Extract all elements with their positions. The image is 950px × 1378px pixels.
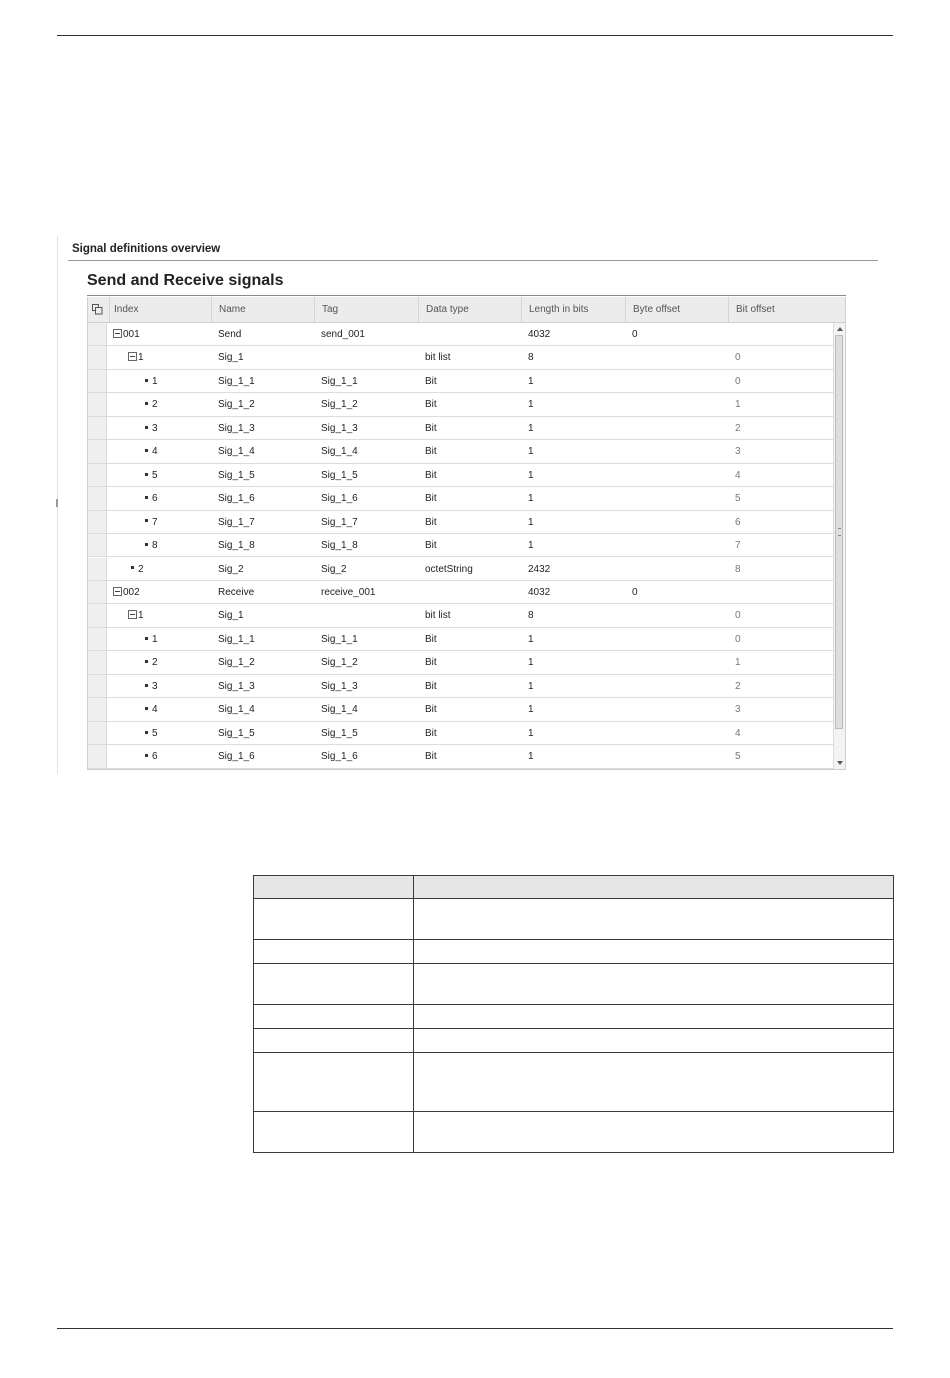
table-cell xyxy=(254,1053,414,1112)
table-row[interactable] xyxy=(88,534,833,557)
bit-offset-cell: 5 xyxy=(735,493,741,505)
name-cell: Sig_1_8 xyxy=(218,540,255,552)
table-cell xyxy=(254,964,414,1005)
data-type-cell: Bit xyxy=(425,680,437,692)
index-label: 3 xyxy=(152,680,158,692)
index-label: 002 xyxy=(123,586,140,598)
page-top-rule xyxy=(57,35,893,36)
tag-cell: Sig_1_6 xyxy=(321,751,358,763)
bullet-icon xyxy=(145,379,148,382)
copy-column-header[interactable] xyxy=(88,297,109,322)
table-cell xyxy=(254,940,414,964)
table-header-cell xyxy=(414,876,894,899)
index-cell xyxy=(145,487,158,510)
index-label: 1 xyxy=(138,352,144,364)
panel-edge-marker xyxy=(56,499,58,507)
table-row[interactable] xyxy=(88,722,833,745)
tag-cell: Sig_1_2 xyxy=(321,657,358,669)
column-header-length[interactable]: Length in bits xyxy=(521,297,625,322)
name-cell: Sig_1_5 xyxy=(218,469,255,481)
vertical-scrollbar[interactable] xyxy=(833,323,845,769)
bit-offset-cell: 5 xyxy=(735,751,741,763)
tag-cell: Sig_1_5 xyxy=(321,469,358,481)
row-selector[interactable] xyxy=(88,440,107,462)
index-cell xyxy=(113,581,140,604)
tag-cell: Sig_2 xyxy=(321,563,347,575)
tag-cell: send_001 xyxy=(321,329,365,340)
table-row[interactable] xyxy=(88,440,833,463)
row-selector[interactable] xyxy=(88,487,107,509)
tag-cell: Sig_1_1 xyxy=(321,633,358,645)
index-label: 001 xyxy=(123,329,140,340)
tag-cell: Sig_1_4 xyxy=(321,704,358,716)
copy-icon[interactable] xyxy=(92,304,103,315)
table-row[interactable] xyxy=(88,628,833,651)
row-selector[interactable] xyxy=(88,370,107,392)
data-type-cell: bit list xyxy=(425,352,451,364)
name-cell: Sig_1_6 xyxy=(218,751,255,763)
length-cell: 4032 xyxy=(528,329,551,340)
bullet-icon xyxy=(145,660,148,663)
row-selector[interactable] xyxy=(88,558,107,580)
bullet-icon xyxy=(145,707,148,710)
column-header-tag[interactable]: Tag xyxy=(314,297,418,322)
index-label: 2 xyxy=(152,657,158,669)
grid-body xyxy=(88,323,833,769)
column-header-byte-offset[interactable]: Byte offset xyxy=(625,297,728,322)
bit-offset-cell: 4 xyxy=(735,727,741,739)
bit-offset-cell: 0 xyxy=(735,610,741,622)
index-cell xyxy=(145,534,158,557)
index-cell xyxy=(145,464,158,487)
table-cell xyxy=(414,964,894,1005)
name-cell: Sig_1_7 xyxy=(218,516,255,528)
table-row[interactable] xyxy=(88,745,833,768)
name-cell: Sig_1_4 xyxy=(218,704,255,716)
data-type-cell: Bit xyxy=(425,446,437,458)
index-label: 8 xyxy=(152,540,158,552)
index-cell xyxy=(145,651,158,674)
table-row[interactable] xyxy=(88,604,833,627)
table-cell xyxy=(254,899,414,940)
table-cell xyxy=(254,1029,414,1053)
length-cell: 1 xyxy=(528,469,534,481)
index-cell xyxy=(145,745,158,768)
length-cell: 4032 xyxy=(528,586,551,598)
table-row xyxy=(254,1112,894,1153)
tag-cell: Sig_1_3 xyxy=(321,422,358,434)
table-header-cell xyxy=(254,876,414,899)
length-cell: 8 xyxy=(528,352,534,364)
index-label: 4 xyxy=(152,704,158,716)
bullet-icon xyxy=(145,496,148,499)
table-row[interactable] xyxy=(88,417,833,440)
empty-table xyxy=(253,875,894,1153)
row-selector[interactable] xyxy=(88,581,107,603)
data-type-cell: octetString xyxy=(425,563,473,575)
table-row[interactable] xyxy=(88,393,833,416)
data-type-cell: Bit xyxy=(425,751,437,763)
grid-header xyxy=(88,297,845,323)
column-header-data-type[interactable]: Data type xyxy=(418,297,521,322)
bit-offset-cell: 2 xyxy=(735,680,741,692)
index-label: 3 xyxy=(152,422,158,434)
table-row[interactable] xyxy=(88,464,833,487)
index-cell xyxy=(145,675,158,698)
data-type-cell: Bit xyxy=(425,422,437,434)
bullet-icon xyxy=(145,449,148,452)
row-selector[interactable] xyxy=(88,534,107,556)
length-cell: 1 xyxy=(528,704,534,716)
index-label: 7 xyxy=(152,516,158,528)
grip-icon xyxy=(838,528,841,536)
scroll-down-arrow-icon[interactable] xyxy=(837,761,843,765)
name-cell: Sig_1_4 xyxy=(218,446,255,458)
tag-cell: Sig_1_7 xyxy=(321,516,358,528)
section-header: Signal definitions overview xyxy=(72,243,221,255)
index-cell xyxy=(131,558,144,581)
bullet-icon xyxy=(145,426,148,429)
name-cell: Sig_1 xyxy=(218,352,244,364)
table-row[interactable] xyxy=(88,346,833,369)
name-cell: Sig_1_2 xyxy=(218,399,255,411)
name-cell: Receive xyxy=(218,586,255,598)
data-type-cell: Bit xyxy=(425,727,437,739)
name-cell: Send xyxy=(218,329,242,340)
index-label: 1 xyxy=(152,633,158,645)
data-type-cell: Bit xyxy=(425,469,437,481)
name-cell: Sig_2 xyxy=(218,563,244,575)
index-cell xyxy=(145,628,158,651)
data-type-cell: Bit xyxy=(425,540,437,552)
data-type-cell: Bit xyxy=(425,399,437,411)
length-cell: 1 xyxy=(528,399,534,411)
table-cell xyxy=(414,940,894,964)
bit-offset-cell: 1 xyxy=(735,657,741,669)
row-selector[interactable] xyxy=(88,464,107,486)
table-row xyxy=(254,940,894,964)
column-header-name[interactable]: Name xyxy=(211,297,314,322)
table-row xyxy=(254,899,894,940)
column-header-bit-offset[interactable]: Bit offset xyxy=(728,297,833,322)
scroll-up-arrow-icon[interactable] xyxy=(837,327,843,331)
tag-cell: Sig_1_5 xyxy=(321,727,358,739)
bit-offset-cell: 0 xyxy=(735,633,741,645)
index-cell xyxy=(145,417,158,440)
row-selector[interactable] xyxy=(88,675,107,697)
length-cell: 1 xyxy=(528,422,534,434)
table-row[interactable] xyxy=(88,558,833,581)
table-row[interactable] xyxy=(88,698,833,721)
bullet-icon xyxy=(145,473,148,476)
name-cell: Sig_1 xyxy=(218,610,244,622)
name-cell: Sig_1_3 xyxy=(218,680,255,692)
collapse-icon[interactable] xyxy=(113,587,122,596)
name-cell: Sig_1_6 xyxy=(218,493,255,505)
collapse-icon[interactable] xyxy=(113,329,122,338)
table-row xyxy=(254,1029,894,1053)
data-type-cell: Bit xyxy=(425,633,437,645)
row-selector[interactable] xyxy=(88,323,107,345)
data-type-cell: Bit xyxy=(425,704,437,716)
row-selector[interactable] xyxy=(88,628,107,650)
table-row xyxy=(254,1053,894,1112)
bit-offset-cell: 6 xyxy=(735,516,741,528)
section-divider xyxy=(68,260,878,261)
length-cell: 2432 xyxy=(528,563,551,575)
name-cell: Sig_1_1 xyxy=(218,633,255,645)
table-cell xyxy=(414,899,894,940)
row-selector[interactable] xyxy=(88,651,107,673)
data-type-cell: Bit xyxy=(425,493,437,505)
bullet-icon xyxy=(145,402,148,405)
index-cell xyxy=(145,440,158,463)
tag-cell: Sig_1_8 xyxy=(321,540,358,552)
table-row[interactable] xyxy=(88,651,833,674)
data-type-cell: Bit xyxy=(425,657,437,669)
table-row[interactable] xyxy=(88,323,833,346)
row-selector[interactable] xyxy=(88,417,107,439)
index-label: 5 xyxy=(152,727,158,739)
length-cell: 1 xyxy=(528,375,534,387)
bit-offset-cell: 4 xyxy=(735,469,741,481)
table-row[interactable] xyxy=(88,581,833,604)
name-cell: Sig_1_5 xyxy=(218,727,255,739)
name-cell: Sig_1_2 xyxy=(218,657,255,669)
length-cell: 1 xyxy=(528,446,534,458)
table-row xyxy=(254,1005,894,1029)
table-cell xyxy=(414,1029,894,1053)
length-cell: 1 xyxy=(528,727,534,739)
table-header-row xyxy=(254,876,894,899)
table-row[interactable] xyxy=(88,675,833,698)
bullet-icon xyxy=(145,637,148,640)
row-selector[interactable] xyxy=(88,745,107,767)
length-cell: 1 xyxy=(528,751,534,763)
table-row xyxy=(254,964,894,1005)
name-cell: Sig_1_3 xyxy=(218,422,255,434)
index-cell xyxy=(145,722,158,745)
length-cell: 8 xyxy=(528,610,534,622)
length-cell: 1 xyxy=(528,633,534,645)
row-selector[interactable] xyxy=(88,604,107,626)
collapse-icon[interactable] xyxy=(128,352,137,361)
bit-offset-cell: 3 xyxy=(735,446,741,458)
tag-cell: Sig_1_2 xyxy=(321,399,358,411)
table-cell xyxy=(414,1005,894,1029)
collapse-icon[interactable] xyxy=(128,610,137,619)
index-cell xyxy=(113,323,140,346)
length-cell: 1 xyxy=(528,516,534,528)
data-type-cell: Bit xyxy=(425,516,437,528)
name-cell: Sig_1_1 xyxy=(218,375,255,387)
index-label: 2 xyxy=(138,563,144,575)
byte-offset-cell: 0 xyxy=(632,329,638,340)
length-cell: 1 xyxy=(528,493,534,505)
table-row[interactable] xyxy=(88,487,833,510)
index-label: 2 xyxy=(152,399,158,411)
row-selector[interactable] xyxy=(88,698,107,720)
row-selector[interactable] xyxy=(88,346,107,368)
bit-offset-cell: 0 xyxy=(735,375,741,387)
length-cell: 1 xyxy=(528,680,534,692)
bullet-icon xyxy=(145,754,148,757)
table-cell xyxy=(254,1112,414,1153)
table-row[interactable] xyxy=(88,370,833,393)
row-selector[interactable] xyxy=(88,511,107,533)
tag-cell: Sig_1_1 xyxy=(321,375,358,387)
bit-offset-cell: 7 xyxy=(735,540,741,552)
tag-cell: Sig_1_3 xyxy=(321,680,358,692)
length-cell: 1 xyxy=(528,657,534,669)
index-cell xyxy=(128,604,144,627)
index-label: 6 xyxy=(152,751,158,763)
scroll-thumb[interactable] xyxy=(835,335,843,729)
tag-cell: Sig_1_6 xyxy=(321,493,358,505)
data-type-cell: Bit xyxy=(425,375,437,387)
bullet-icon xyxy=(145,731,148,734)
table-cell xyxy=(414,1112,894,1153)
row-selector[interactable] xyxy=(88,722,107,744)
index-cell xyxy=(145,393,158,416)
page-bottom-rule xyxy=(57,1328,893,1329)
bullet-icon xyxy=(145,519,148,522)
index-label: 6 xyxy=(152,493,158,505)
row-selector[interactable] xyxy=(88,393,107,415)
index-label: 1 xyxy=(138,610,144,622)
tag-cell: Sig_1_4 xyxy=(321,446,358,458)
index-cell xyxy=(145,511,158,534)
byte-offset-cell: 0 xyxy=(632,586,638,598)
table-row[interactable] xyxy=(88,511,833,534)
index-cell xyxy=(145,698,158,721)
signal-grid xyxy=(87,297,846,770)
table-cell xyxy=(254,1005,414,1029)
index-label: 4 xyxy=(152,446,158,458)
bit-offset-cell: 0 xyxy=(735,352,741,364)
bullet-icon xyxy=(145,684,148,687)
table-cell xyxy=(414,1053,894,1112)
index-label: 5 xyxy=(152,469,158,481)
index-label: 1 xyxy=(152,375,158,387)
bullet-icon xyxy=(145,543,148,546)
bit-offset-cell: 3 xyxy=(735,704,741,716)
index-cell xyxy=(128,346,144,369)
data-type-cell: bit list xyxy=(425,610,451,622)
index-cell xyxy=(145,370,158,393)
tag-cell: receive_001 xyxy=(321,586,376,598)
bit-offset-cell: 1 xyxy=(735,399,741,411)
column-header-index[interactable]: Index xyxy=(109,297,211,322)
page-title: Send and Receive signals xyxy=(87,272,284,289)
length-cell: 1 xyxy=(528,540,534,552)
title-divider xyxy=(87,295,846,296)
bullet-icon xyxy=(131,566,134,569)
bit-offset-cell: 8 xyxy=(735,563,741,575)
bit-offset-cell: 2 xyxy=(735,422,741,434)
